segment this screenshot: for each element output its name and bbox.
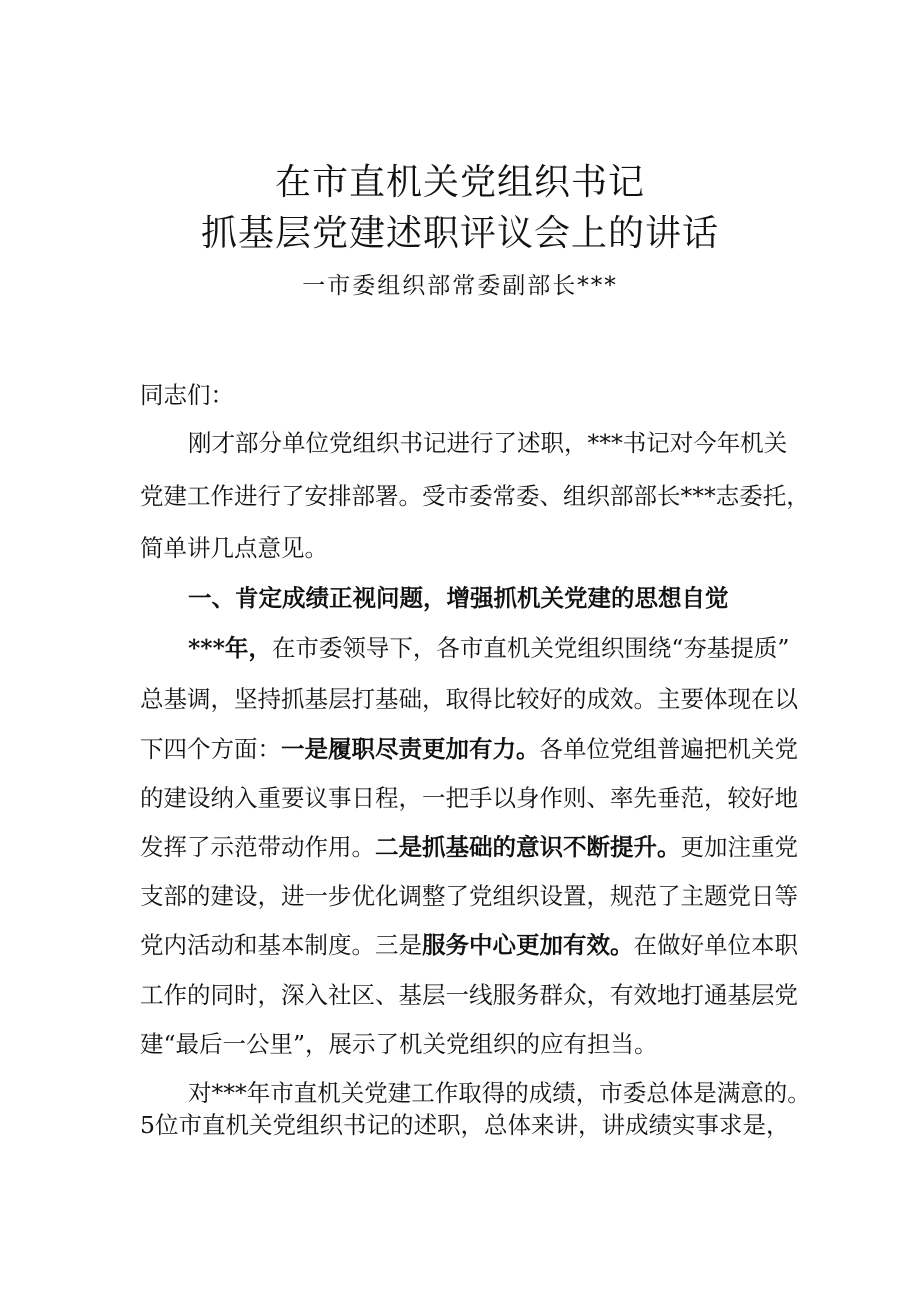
paragraph-2-line-4: 的建设纳入重要议事日程，一把手以身作则、率先垂范，较好地 <box>140 784 798 812</box>
paragraph-2-line-1-text: 在市委领导下，各市直机关党组织围绕“夯基提质” <box>271 634 790 662</box>
paragraph-2-line-1 <box>188 632 789 664</box>
year-bold: ***年， <box>188 634 272 662</box>
paragraph-2-line-9: 建“最后一公里”，展示了机关党组织的应有担当。 <box>140 1030 658 1058</box>
paragraph-3-line-1: 对***年市直机关党建工作取得的成绩，市委总体是满意的。 <box>188 1079 811 1107</box>
paragraph-2-line-7 <box>140 929 798 961</box>
paragraph-1-line-2: 党建工作进行了安排部署。受市委常委、组织部部长***志委托， <box>140 482 810 510</box>
paragraph-1-line-3: 简单讲几点意见。 <box>140 534 328 562</box>
paragraph-2-line-8: 工作的同时，深入社区、基层一线服务群众，有效地打通基层党 <box>140 981 798 1009</box>
paragraph-2-line-7-text-2: 在做好单位本职 <box>633 931 798 959</box>
paragraph-1-line-1: 刚才部分单位党组织书记进行了述职，***书记对今年机关 <box>188 429 788 457</box>
point-2-bold: 二是抓基础的意识不断提升。 <box>375 833 681 861</box>
paragraph-2-line-2: 总基调，坚持抓基层打基础，取得比较好的成效。主要体现在以 <box>140 685 798 713</box>
document-title-line-2: 抓基层党建述职评议会上的讲话 <box>200 213 719 254</box>
paragraph-2-line-3-text: 下四个方面： <box>140 735 281 763</box>
paragraph-2-line-3 <box>140 733 798 765</box>
paragraph-2-line-5-text-2: 更加注重党 <box>680 833 798 861</box>
salutation: 同志们： <box>140 381 234 409</box>
paragraph-3-line-2: 5位市直机关党组织书记的述职，总体来讲，讲成绩实事求是， <box>140 1111 790 1139</box>
speaker-subtitle: 一市委组织部常委副部长*** <box>302 273 618 299</box>
section-heading-1: 一、肯定成绩正视问题，增强抓机关党建的思想自觉 <box>188 584 729 612</box>
paragraph-2-line-7-text: 党内活动和基本制度。三是 <box>140 931 422 959</box>
paragraph-2-line-6: 支部的建设，进一步优化调整了党组织设置，规范了主题党日等 <box>140 882 798 910</box>
paragraph-2-line-5 <box>140 831 798 863</box>
point-1-bold: 一是履职尽责更加有力。 <box>281 735 540 763</box>
paragraph-2-line-5-text: 发挥了示范带动作用。 <box>140 833 375 861</box>
point-3-bold: 服务中心更加有效。 <box>422 931 634 959</box>
document-title-line-1: 在市直机关党组织书记 <box>274 162 645 203</box>
paragraph-2-line-3-text-2: 各单位党组普遍把机关党 <box>539 735 798 763</box>
